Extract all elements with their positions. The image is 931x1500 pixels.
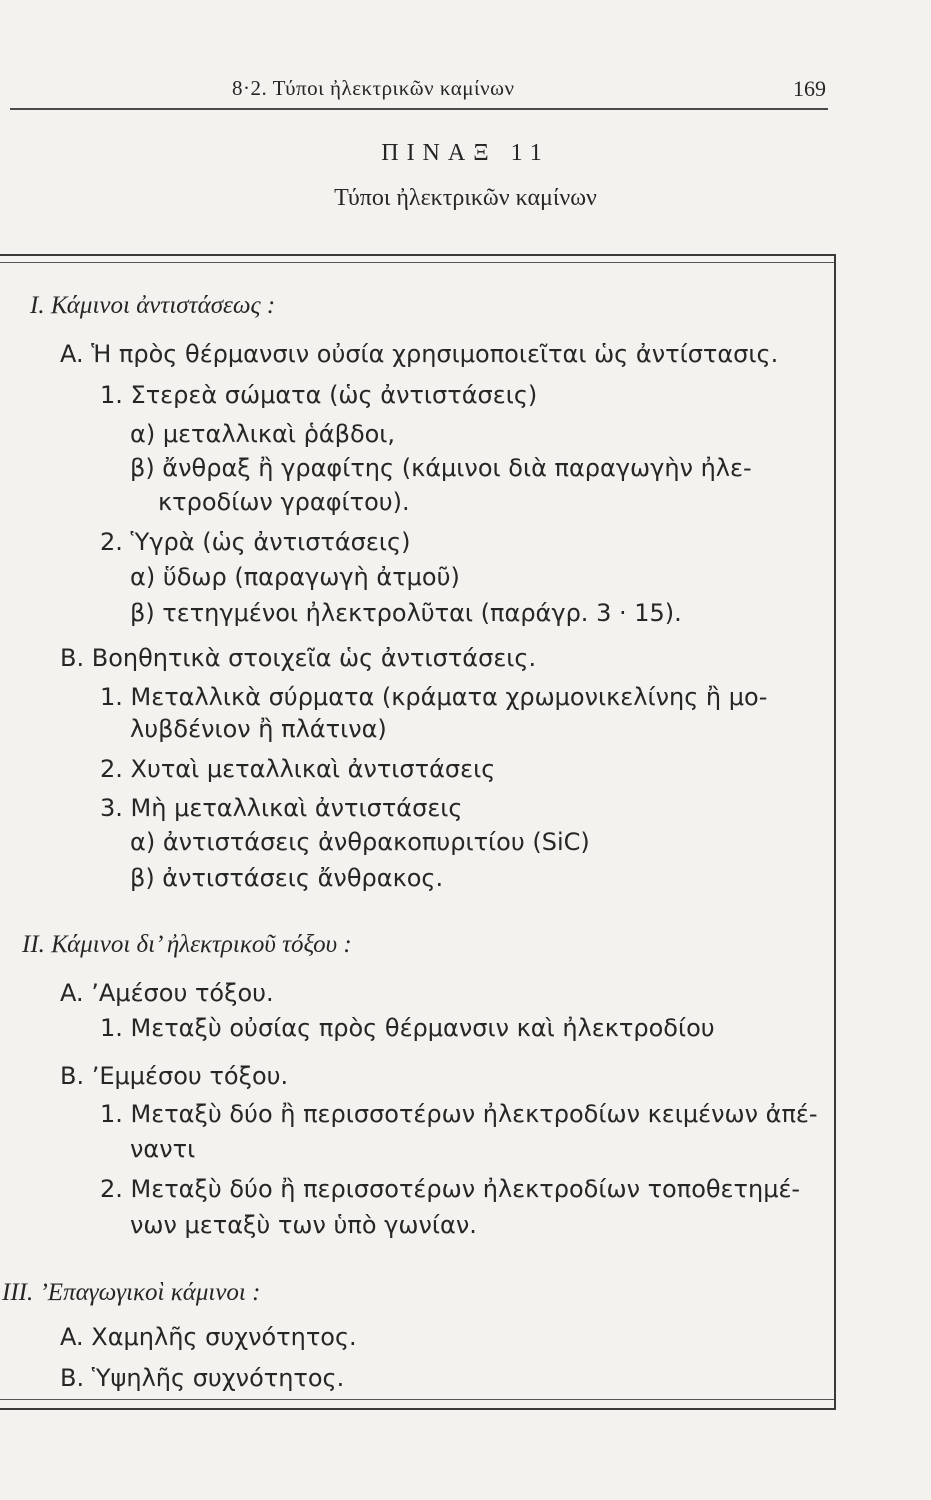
table-title: Τύποι ἠλεκτρικῶν καμίνων	[334, 185, 597, 211]
section-heading-resistance: I. Κάμινοι ἀντιστάσεως :	[30, 292, 276, 319]
outline-item: κτροδίων γραφίτου).	[158, 488, 410, 516]
outline-item: β) ἀντιστάσεις ἄνθρακος.	[130, 864, 444, 892]
outline-item: B. Βοηθητικὰ στοιχεῖα ὡς ἀντιστάσεις.	[60, 644, 537, 672]
outline-item: ναντι	[130, 1135, 196, 1163]
outline-item: νων μεταξὺ των ὑπὸ γωνίαν.	[130, 1211, 477, 1239]
page-number: 169	[793, 76, 826, 101]
outline-item: 2. Ὑγρὰ (ὡς ἀντιστάσεις)	[100, 528, 411, 556]
outline-item: λυβδένιον ἢ πλάτινα)	[130, 715, 387, 743]
section-heading-induction: III. ’Επαγωγικοὶ κάμινοι :	[2, 1279, 261, 1306]
outline-item: α) μεταλλικαὶ ῥάβδοι,	[130, 420, 396, 448]
outline-item: A. Χαμηλῆς συχνότητος.	[60, 1323, 357, 1351]
outline-item: B. Ὑψηλῆς συχνότητος.	[60, 1364, 345, 1392]
section-heading-arc: II. Κάμινοι δι’ ἠλεκτρικοῦ τόξου :	[22, 931, 352, 958]
outline-item: 1. Μεταξὺ δύο ἢ περισσοτέρων ἠλεκτροδίων κειμένων ἀπέ-	[100, 1100, 818, 1128]
outline-item: A. ’Αμέσου τόξου.	[60, 979, 274, 1007]
outline-item: 2. Χυταὶ μεταλλικαὶ ἀντιστάσεις	[100, 755, 496, 783]
outline-item: A. Ἡ πρὸς θέρμανσιν οὐσία χρησιμοποιεῖται ὡς ἀντίστασις.	[60, 340, 779, 368]
outline-item: α) ἀντιστάσεις ἀνθρακοπυριτίου (SiC)	[130, 828, 590, 856]
outline-item: α) ὕδωρ (παραγωγὴ ἀτμοῦ)	[130, 563, 460, 591]
outline-item: 1. Στερεὰ σώματα (ὡς ἀντιστάσεις)	[100, 381, 538, 409]
outline-item: β) ἄνθραξ ἢ γραφίτης (κάμινοι διὰ παραγωγὴν ἠλε-	[130, 454, 752, 482]
outline-item: β) τετηγμένοι ἠλεκτρολῦται (παράγρ. 3 · 15).	[130, 599, 682, 627]
running-title: 8·2. Τύποι ἠλεκτρικῶν καμίνων	[232, 76, 515, 100]
outline-item: 1. Μεταξὺ οὐσίας πρὸς θέρμανσιν καὶ ἠλεκτροδίου	[100, 1014, 715, 1042]
outline-item: 2. Μεταξὺ δύο ἢ περισσοτέρων ἠλεκτροδίων τοποθετημέ-	[100, 1175, 801, 1203]
outline-item: 1. Μεταλλικὰ σύρματα (κράματα χρωμονικελίνης ἢ μο-	[100, 683, 768, 711]
outline-item: B. ’Εμμέσου τόξου.	[60, 1062, 289, 1090]
outline-item: 3. Μὴ μεταλλικαὶ ἀντιστάσεις	[100, 794, 463, 822]
table-label: ΠΙΝΑΞ 11	[381, 140, 550, 166]
page-header	[10, 74, 828, 110]
